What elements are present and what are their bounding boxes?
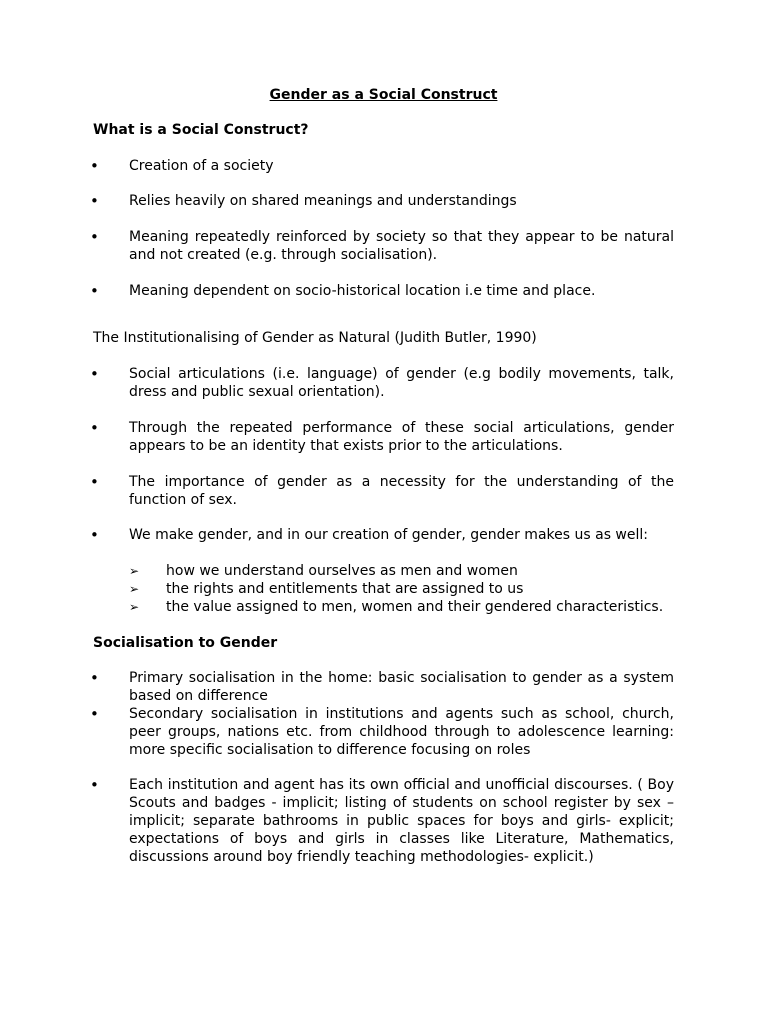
sub-list-item (129, 598, 674, 616)
sub-list-item (129, 562, 674, 580)
list-item (90, 526, 674, 544)
sub-list-item-text: the rights and entitlements that are assigned to us (166, 581, 524, 597)
bullet-icon: • (90, 157, 99, 175)
gender-makes-us-sublist (93, 562, 674, 616)
bullet-icon: • (90, 526, 99, 544)
list-item (90, 365, 674, 401)
document-title: Gender as a Social Construct (269, 87, 498, 103)
list-item (90, 473, 674, 509)
institutionalising-list (90, 365, 674, 544)
list-item (90, 419, 674, 455)
list-item-text: Through the repeated performance of these social articulations, gender appears to be an identity that exists prior to the articulations. (129, 420, 674, 454)
list-item-text: Secondary socialisation in institutions and agents such as school, church, peer groups, nations etc. from childhood through to adolescence learning: more specific socialisation to difference focusing on roles (129, 706, 674, 758)
list-item (90, 669, 674, 705)
section-heading-socialisation: Socialisation to Gender (93, 635, 278, 651)
list-item-text: Primary socialisation in the home: basic socialisation to gender as a system based on difference (129, 670, 674, 704)
list-item-text: Creation of a society (129, 158, 274, 174)
list-item (90, 282, 674, 300)
socialisation-list (90, 669, 674, 866)
section-heading-social-construct: What is a Social Construct? (93, 122, 309, 138)
section-heading-institutionalising: The Institutionalising of Gender as Natural (Judith Butler, 1990) (93, 330, 537, 346)
document-page (90, 86, 674, 866)
social-construct-list (90, 157, 674, 300)
list-item-text: Relies heavily on shared meanings and understandings (129, 193, 517, 209)
arrow-bullet-icon: ➢ (129, 564, 140, 578)
list-item-text: Each institution and agent has its own official and unofficial discourses. ( Boy Scouts and badges - implicit; listing of students on school register by sex – implicit; separate bathrooms in public spaces for boys and girls- explicit; expectations of boys and girls in classes like Literature, Mathematics, discussions around boy friendly teaching methodologies- explicit.) (129, 777, 674, 865)
list-item (90, 776, 674, 866)
list-item-text: We make gender, and in our creation of gender, gender makes us as well: (129, 527, 648, 543)
arrow-bullet-icon: ➢ (129, 600, 140, 614)
bullet-icon: • (90, 228, 99, 246)
bullet-icon: • (90, 705, 99, 723)
bullet-icon: • (90, 669, 99, 687)
list-item (90, 157, 674, 175)
list-item-text: Meaning dependent on socio-historical location i.e time and place. (129, 283, 596, 299)
list-item-text: The importance of gender as a necessity for the understanding of the function of sex. (129, 474, 674, 508)
bullet-icon: • (90, 473, 99, 491)
sub-list-item-text: the value assigned to men, women and their gendered characteristics. (166, 599, 664, 615)
bullet-icon: • (90, 776, 99, 794)
bullet-icon: • (90, 365, 99, 383)
sub-list-item-text: how we understand ourselves as men and women (166, 563, 518, 579)
list-item-text: Social articulations (i.e. language) of gender (e.g bodily movements, talk, dress and public sexual orientation). (129, 366, 674, 400)
list-item (90, 192, 674, 210)
arrow-bullet-icon: ➢ (129, 582, 140, 596)
list-item (90, 228, 674, 264)
bullet-icon: • (90, 282, 99, 300)
sub-list-item (129, 580, 674, 598)
bullet-icon: • (90, 192, 99, 210)
list-item-text: Meaning repeatedly reinforced by society so that they appear to be natural and not created (e.g. through socialisation). (129, 229, 674, 263)
list-item (90, 705, 674, 759)
bullet-icon: • (90, 419, 99, 437)
